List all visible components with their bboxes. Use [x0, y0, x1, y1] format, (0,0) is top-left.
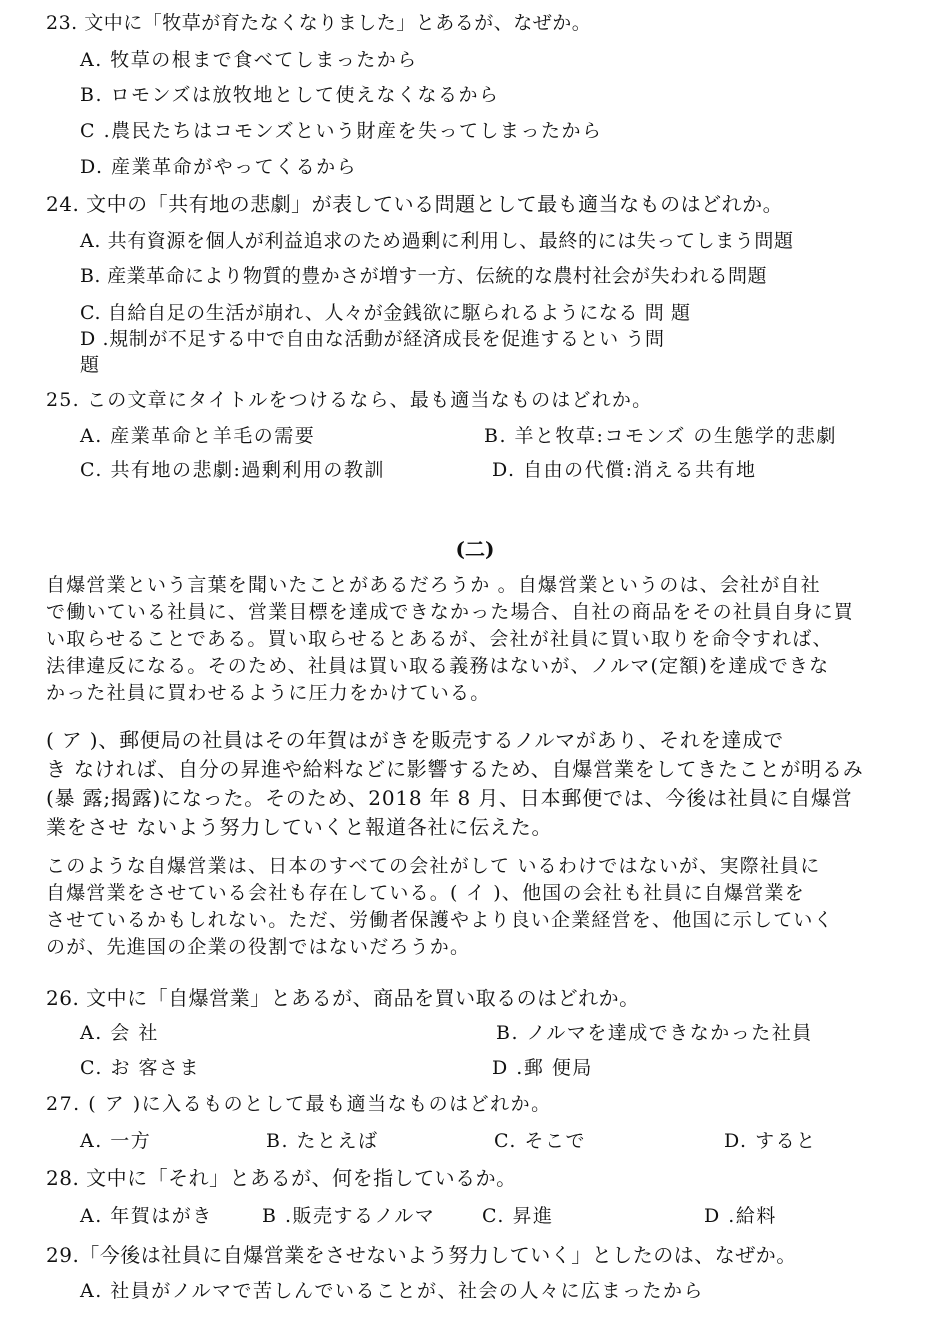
passage-line: 自爆営業をさせている会社も存在している。( イ )、他国の会社も社員に自爆営業を — [46, 882, 805, 904]
question-28-option-b: B .販売するノルマ — [262, 1205, 436, 1227]
question-27-option-d: D. すると — [724, 1130, 817, 1152]
question-24-option-a: A. 共有資源を個人が利益追求のため過剰に利用し、最終的には失ってしまう問題 — [80, 230, 794, 252]
passage-line: させているかもしれない。ただ、労働者保護やより良い企業経営を、他国に示していく — [46, 909, 834, 931]
passage-line: 自爆営業という言葉を聞いたことがあるだろうか 。自爆営業というのは、会社が自社 — [46, 574, 821, 596]
question-24-option-d-continued: 題 — [80, 354, 101, 376]
question-29-stem: 29.「今後は社員に自爆営業をさせないよう努力していく」としたのは、なぜか。 — [46, 1243, 797, 1267]
question-25-stem: 25. この文章にタイトルをつけるなら、最も適当なものはどれか。 — [46, 389, 653, 411]
passage-line: ( ア )、郵便局の社員はその年賀はがきを販売するノルマがあり、それを達成で — [46, 728, 784, 752]
section-2-heading: (二) — [455, 537, 495, 561]
passage-line: 法律違反になる。そのため、社員は買い取る義務はないが、ノルマ(定額)を達成できな — [46, 655, 830, 677]
question-27-option-c: C. そこで — [494, 1130, 586, 1152]
question-23-option-d: D. 産業革命がやってくるから — [80, 156, 358, 178]
question-24-option-c: C. 自給自足の生活が崩れ、人々が金銭欲に駆られるようになる 問 題 — [80, 302, 691, 324]
question-28-option-c: C. 昇進 — [482, 1205, 554, 1227]
passage-line: かった社員に買わせるように圧力をかけている。 — [46, 682, 491, 704]
question-29-option-a: A. 社員がノルマで苦しんでいることが、社会の人々に広まったから — [80, 1280, 705, 1302]
passage-line: 業をさせ ないよう努力していくと報道各社に伝えた。 — [46, 815, 553, 839]
question-25-option-b: B. 羊と牧草:コモンズ の生態学的悲劇 — [484, 425, 837, 447]
question-23-option-b: B. ロモンズは放牧地として使えなくなるから — [80, 84, 500, 106]
passage-paragraph-3 — [46, 853, 908, 961]
question-26-option-d: D .郵 便局 — [492, 1057, 593, 1079]
passage-line: で働いている社員に、営業目標を達成できなかった場合、自社の商品をその社員自身に買 — [46, 601, 855, 623]
question-27-option-a: A. 一方 — [80, 1130, 152, 1152]
question-24-option-d: D .規制が不足する中で自由な活動が経済成長を促進するとい う問 — [80, 328, 665, 350]
question-25-option-d: D. 自由の代償:消える共有地 — [492, 459, 757, 481]
question-28-stem: 28. 文中に「それ」とあるが、何を指しているか。 — [46, 1166, 517, 1190]
passage-paragraph-1 — [46, 572, 908, 707]
question-23-option-a: A. 牧草の根まで食べてしまったから — [80, 49, 418, 71]
question-28-option-d: D .給料 — [704, 1205, 777, 1227]
question-26-option-a: A. 会 社 — [80, 1022, 159, 1044]
question-25-option-a: A. 産業革命と羊毛の需要 — [80, 425, 316, 447]
question-26-option-b: B. ノルマを達成できなかった社員 — [496, 1022, 813, 1044]
passage-line: このような自爆営業は、日本のすべての会社がして いるわけではないが、実際社員に — [46, 855, 821, 877]
question-23-option-c: C .農民たちはコモンズという財産を失ってしまったから — [80, 120, 603, 142]
passage-line: き なければ、自分の昇進や給料などに影響するため、自爆営業をしてきたことが明るみ — [46, 757, 864, 781]
passage-line: のが、先進国の企業の役割ではないだろうか。 — [46, 936, 471, 958]
passage-paragraph-2 — [46, 726, 908, 842]
question-27-stem: 27. ( ア )に入るものとして最も適当なものはどれか。 — [46, 1093, 552, 1115]
question-25-option-c: C. 共有地の悲劇:過剰利用の教訓 — [80, 459, 385, 481]
question-24-option-b: B. 産業革命により物質的豊かさが増す一方、伝統的な農村社会が失われる問題 — [80, 265, 767, 287]
question-26-stem: 26. 文中に「自爆営業」とあるが、商品を買い取るのはどれか。 — [46, 986, 640, 1010]
question-24-stem: 24. 文中の「共有地の悲劇」が表している問題として最も適当なものはどれか。 — [46, 192, 784, 216]
question-26-option-c: C. お 客さま — [80, 1057, 200, 1079]
passage-line: (暴 露;揭露)になった。そのため、2018 年 8 月、日本郵便では、今後は社員に自爆営 — [46, 786, 853, 810]
question-28-option-a: A. 年賀はがき — [80, 1205, 213, 1227]
passage-line: い取らせることである。買い取らせるとあるが、会社が社員に買い取りを命令すれば、 — [46, 628, 833, 650]
question-27-option-b: B. たとえば — [266, 1130, 379, 1152]
question-23-stem: 23. 文中に「牧草が育たなくなりました」とあるが、なぜか。 — [46, 12, 592, 34]
